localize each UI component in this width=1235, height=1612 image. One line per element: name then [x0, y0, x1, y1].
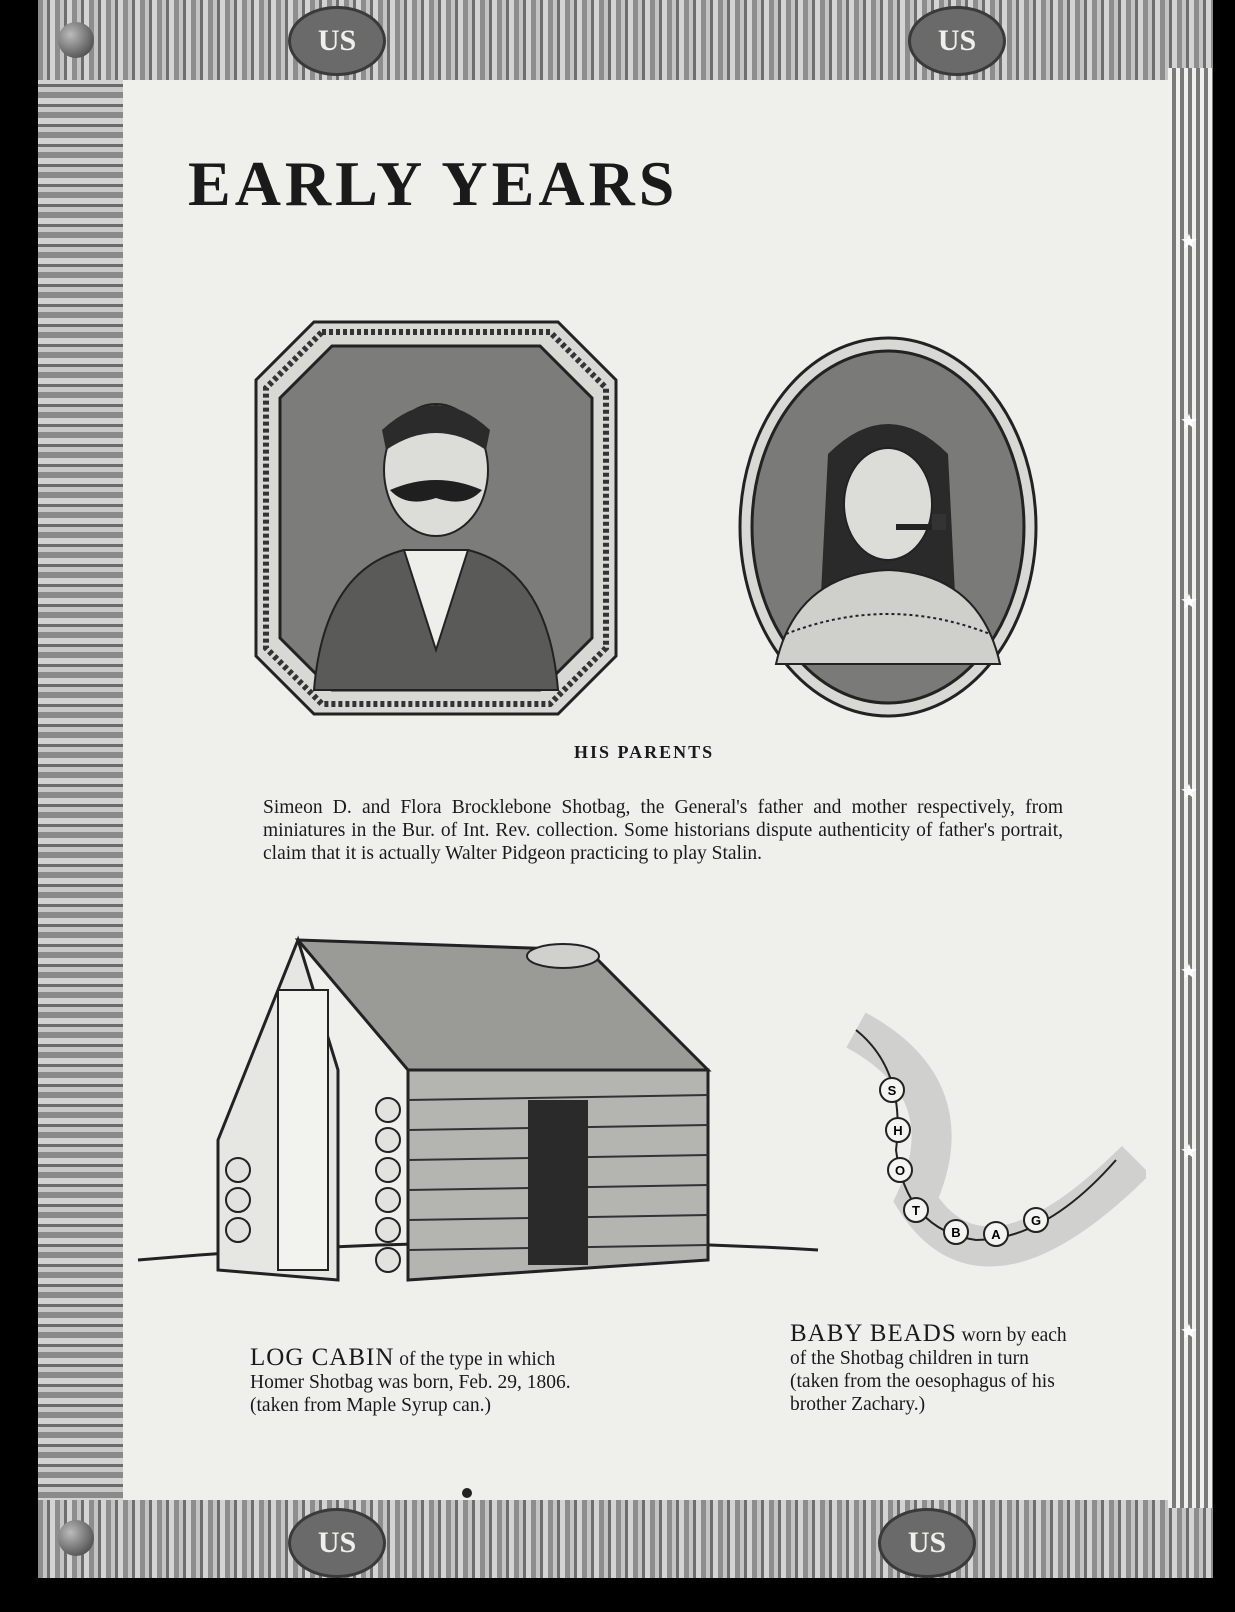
bead-letter: T [912, 1203, 920, 1218]
frame-bottom-border [38, 1500, 1213, 1578]
us-medallion: US [908, 6, 1006, 76]
corner-ball-icon [58, 1520, 94, 1556]
us-medallion: US [288, 1508, 386, 1578]
baby-beads-illustration [846, 1010, 1146, 1310]
bead [1024, 1208, 1048, 1232]
bead [888, 1158, 912, 1182]
parents-heading: HIS PARENTS [574, 742, 715, 762]
star-icon: ★ [1180, 1141, 1198, 1163]
us-medallion: US [288, 6, 386, 76]
ink-dot [462, 1488, 472, 1498]
log-cabin-illustration [118, 930, 838, 1310]
bead [904, 1198, 928, 1222]
star-icon: ★ [1180, 781, 1198, 803]
bead-letter: B [951, 1225, 961, 1240]
bead-letter: O [894, 1163, 906, 1178]
frame-left-border [38, 0, 123, 1578]
star-icon: ★ [1180, 961, 1198, 983]
father-portrait [254, 320, 618, 716]
bead [880, 1078, 904, 1102]
bead-letter: G [1030, 1213, 1042, 1228]
bead-letter: H [893, 1123, 903, 1138]
frame-top-border [38, 0, 1213, 80]
mother-portrait [736, 334, 1040, 720]
bead [984, 1222, 1008, 1246]
baby-beads-caption: BABY BEADS worn by each of the Shotbag children in turn (taken from the oesophagus of his brother Zachary.) [790, 1320, 1067, 1415]
baby-beads-title: BABY BEADS [790, 1320, 957, 1347]
log-cabin-caption: LOG CABIN of the type in which Homer Shotbag was born, Feb. 29, 1806. (taken from Maple Syrup can.) [250, 1344, 571, 1416]
log-cabin-title: LOG CABIN [250, 1344, 395, 1371]
bead-letter: A [991, 1227, 1001, 1242]
star-icon: ★ [1180, 411, 1198, 433]
corner-ball-icon [58, 22, 94, 58]
star-icon: ★ [1180, 231, 1198, 253]
star-icon: ★ [1180, 591, 1198, 613]
bead [886, 1118, 910, 1142]
star-icon: ★ [1180, 1321, 1198, 1343]
parents-caption: Simeon D. and Flora Brocklebone Shotbag, the General's father and mother respectively, from miniatures in the Bur. of Int. Rev. collection. Some historians dispute authenticity of father's portrait, claim that it is actually Walter Pidgeon practicing to play Stalin. [263, 797, 1063, 864]
us-medallion: US [878, 1508, 976, 1578]
page-title: EARLY YEARS [188, 148, 679, 219]
bead [944, 1220, 968, 1244]
bead-letter: S [887, 1083, 897, 1098]
